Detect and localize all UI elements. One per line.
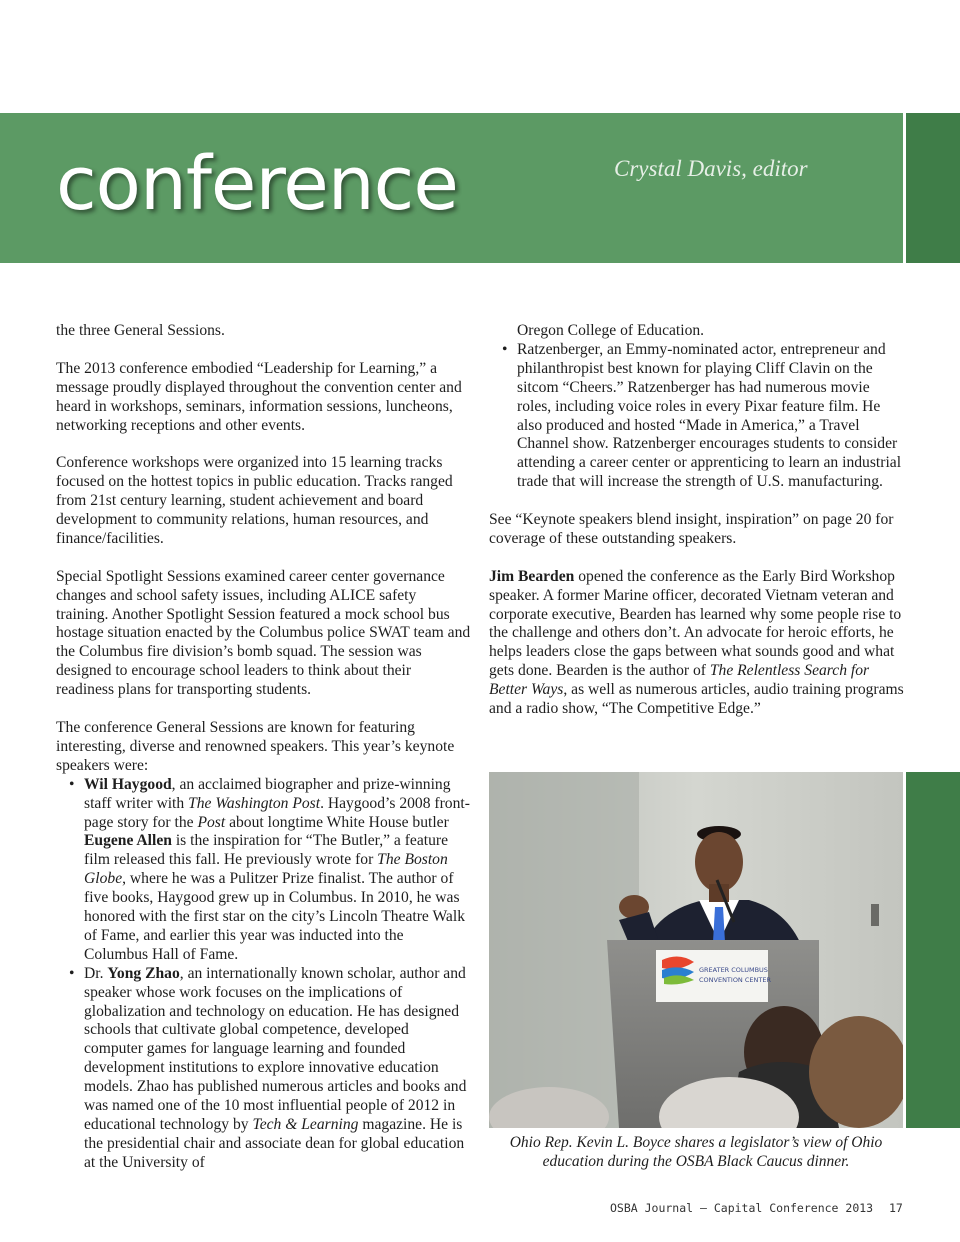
- paragraph: Special Spotlight Sessions examined career center governance changes and school safety issues, including ALICE safety training. Another Spotlight Session featured a mock school bus hostage situation enacted by the Columbus police SWAT team and the Columbus fire division’s bomb squad. The session was designed to encourage school leaders to think about their readiness plans for transporting students.: [56, 567, 471, 699]
- text: Dr.: [84, 964, 108, 982]
- text: , where he was a Pulitzer Prize finalist. The author of five books, Haygood grew up in Columbus. In 2010, he was honored with the first star on the city’s Lincoln Theatre Walk of Fame, and earlier this year was inducted into the Columbus Hall of Fame.: [84, 870, 465, 963]
- publication-title: The Washington Post: [188, 794, 321, 812]
- editor-credit: Crystal Davis, editor: [614, 156, 808, 181]
- paragraph: See “Keynote speakers blend insight, inspiration” on page 20 for coverage of these outstanding speakers.: [489, 511, 894, 547]
- text: , an acclaimed biographer and prize-winning staff writer with: [84, 775, 451, 812]
- list-item-ratzenberger: • Ratzenberger, an Emmy-nominated actor, entrepreneur and philanthropist best known for playing Cliff Clavin on the sitcom “Cheers.” Ratzenberger has had numerous movie roles, including voice roles in every Pixar feature film. He also produced and hosted “Made in America,” a Travel Channel show. Ratzenberger encourages students to consider attending a career center or apprenticing to learn an industrial trade that will increase the strength of U.S. manufacturing.: [517, 341, 904, 492]
- paragraph: the three General Sessions.: [56, 322, 225, 339]
- photo-caption: Ohio Rep. Kevin L. Boyce shares a legislator’s view of Ohio education during the OSBA Black Caucus dinner.: [509, 1134, 883, 1170]
- podium-sign-line1: GREATER COLUMBUS: [699, 966, 768, 974]
- speaker-photo: [489, 772, 903, 1128]
- right-column: [489, 322, 904, 738]
- speaker-name: Wil Haygood: [84, 775, 172, 793]
- paragraph: Conference workshops were organized into 15 learning tracks focused on the hottest topics in public education. Tracks ranged from 21st century learning, student achievement and board development to community relations, human resources, and finance/facilities.: [56, 454, 453, 547]
- section-title: conference: [56, 141, 458, 227]
- person-name: Eugene Allen: [84, 832, 172, 850]
- speaker-name: Yong Zhao: [107, 964, 180, 982]
- podium-sign-line2: CONVENTION CENTER: [699, 976, 771, 984]
- text: , an internationally known scholar, author and speaker whose work focuses on the implications of globalization and technology on education. He has designed schools that cultivate global competence, developed computer games for language learning and founded development institutions to explore innovative education models. Zhao has published numerous articles and books and was named one of the 10 most influential people of 2012 in educational technology by: [84, 964, 467, 1133]
- list-item-zhao: [84, 965, 471, 1173]
- text: magazine. He is the presidential chair and associate dean for global education at the University of: [84, 1116, 465, 1171]
- text: about longtime White House butler: [225, 813, 449, 831]
- left-column: [56, 322, 471, 1173]
- list-item-haygood: [84, 776, 471, 965]
- text: opened the conference as the Early Bird Workshop speaker. A former Marine officer, decorated Vietnam veteran and corporate executive, Bearden has learned why some people rise to the challenge and others don’t. An advocate for heroic efforts, he helps leaders close the gaps between what sounds good and what gets done. Bearden is the author of: [489, 567, 902, 680]
- page-number: 17: [889, 1201, 903, 1215]
- footer-publication: OSBA Journal — Capital Conference 2013: [610, 1201, 874, 1215]
- text: , as well as numerous articles, audio training programs and a radio show, “The Competitive Edge.”: [489, 681, 904, 718]
- banner-edge-tab: [906, 113, 960, 263]
- keynote-speaker-list: [56, 776, 471, 1173]
- publication-title: Tech & Learning: [252, 1116, 359, 1133]
- speaker-name: Jim Bearden: [489, 567, 575, 585]
- publication-title: Post: [197, 813, 226, 831]
- text: is the inspiration for “The Butler,” a feature film released this fall. He previously wrote for: [84, 832, 449, 869]
- paragraph: The conference General Sessions are known for featuring interesting, diverse and renowned speakers. This year’s keynote speakers were:: [56, 718, 455, 774]
- photo-illustration: [489, 772, 903, 1128]
- book-title: The Relentless Search for Better Ways: [489, 662, 870, 699]
- continued-text: Oregon College of Education.: [517, 322, 705, 339]
- paragraph-bearden: [489, 568, 904, 719]
- paragraph: The 2013 conference embodied “Leadership for Learning,” a message proudly displayed throughout the convention center and heard in workshops, seminars, information sessions, luncheons, networking receptions and other events.: [56, 359, 462, 434]
- photo-edge-tab: [906, 772, 960, 1128]
- text: . Haygood’s 2008 front-page story for the: [84, 794, 470, 831]
- publication-title: The Boston Globe: [84, 851, 448, 888]
- keynote-speaker-list-continued: [489, 341, 904, 492]
